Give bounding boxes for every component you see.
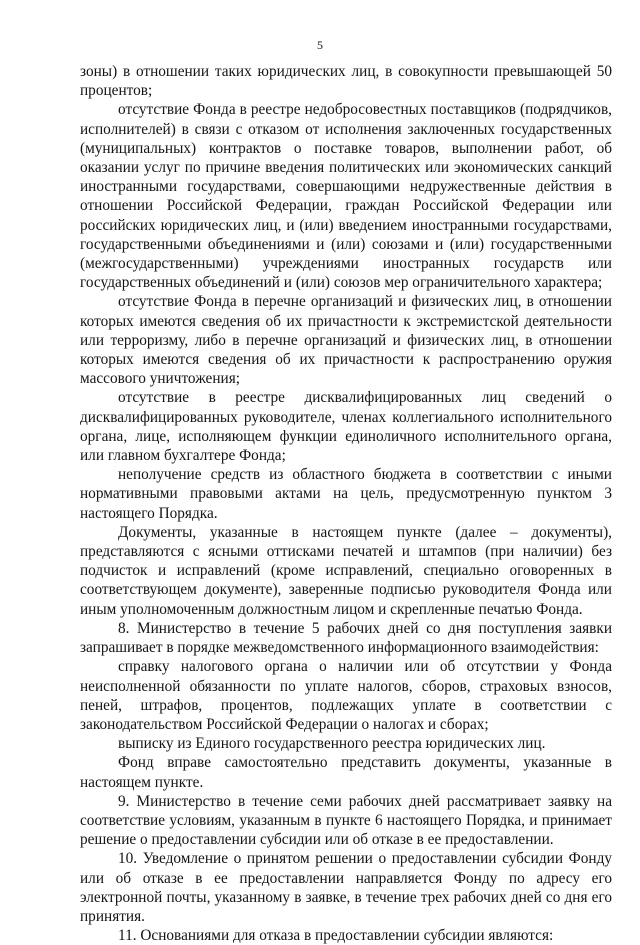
- document-body: [80, 62, 612, 945]
- paragraph-disqualified-persons: отсутствие в реестре дисквалифицированных лиц сведений о дисквалифицированных руководителе, членах коллегиального исполнительного органа, лице, исполняющем функции единоличного исполнительного органа, или главном бухгалтере Фонда;: [80, 389, 612, 465]
- paragraph-registry-extract: выписку из Единого государственного реестра юридических лиц.: [118, 735, 546, 753]
- paragraph-continuation: зоны) в отношении таких юридических лиц, в совокупности превышающей 50 процентов;: [80, 63, 612, 100]
- paragraph-item-11: 11. Основаниями для отказа в предоставлении субсидии являются:: [118, 927, 554, 945]
- paragraph-documents: Документы, указанные в настоящем пункте (далее – документы), представляются с ясными оттисками печатей и штампов (при наличии) без подчисток и исправлений (кроме исправлений, специально оговоренных в соответствующем документе), заверенные подписью руководителя Фонда или иным уполномоченным должностным лицом и скрепленные печатью Фонда.: [80, 523, 612, 618]
- paragraph-item-10: 10. Уведомление о принятом решении о предоставлении субсидии Фонду или об отказе в ее предоставлении направляется Фонду по адресу его электронной почты, указанному в заявке, в течение трех рабочих дней со дня его принятия.: [80, 850, 612, 925]
- paragraph-unreliable-suppliers-registry: отсутствие Фонда в реестре недобросовестных поставщиков (подрядчиков, исполнителей) в связи с отказом от исполнения заключенных государственных (муниципальных) контрактов о поставке товаров, выполнении работ, об оказании услуг по причине введения политических или экономических санкций иностранными государствами, совершающими недружественные действия в отношении Российской Федерации, граждан Российской Федерации или российских юридических лиц, и (или) введением иностранными государствами, государственными объединениями и (или) союзами и (или) государственными (межгосударственными) учреждениями иностранных государств или государственных объединений и (или) союзов мер ограничительного характера;: [80, 101, 612, 292]
- paragraph-extremism-list: отсутствие Фонда в перечне организаций и физических лиц, в отношении которых имеются сведения об их причастности к экстремистской деятельности или терроризму, либо в перечне организаций и физических лиц, в отношении которых имеются сведения об их причастности к распространению оружия массового уничтожения;: [80, 293, 612, 388]
- paragraph-tax-certificate: справку налогового органа о наличии или об отсутствии у Фонда неисполненной обязанности по уплате налогов, сборов, страховых взносов, пеней, штрафов, процентов, подлежащих уплате в соответствии с законодательством Российской Федерации о налогах и сборах;: [80, 658, 612, 733]
- page-number: 5: [317, 38, 323, 52]
- paragraph-budget-funds: неполучение средств из областного бюджета в соответствии с иными нормативными правовыми актами на цель, предусмотренную пунктом 3 настоящего Порядка.: [80, 466, 612, 522]
- paragraph-item-8: 8. Министерство в течение 5 рабочих дней со дня поступления заявки запрашивает в порядке межведомственного информационного взаимодействия:: [80, 619, 612, 657]
- paragraph-fund-right: Фонд вправе самостоятельно представить документы, указанные в настоящем пункте.: [80, 754, 612, 791]
- paragraph-item-9: 9. Министерство в течение семи рабочих дней рассматривает заявку на соответствие условиям, указанным в пункте 6 настоящего Порядка, и принимает решение о предоставлении субсидии или об отказе в ее предоставлении.: [80, 792, 612, 849]
